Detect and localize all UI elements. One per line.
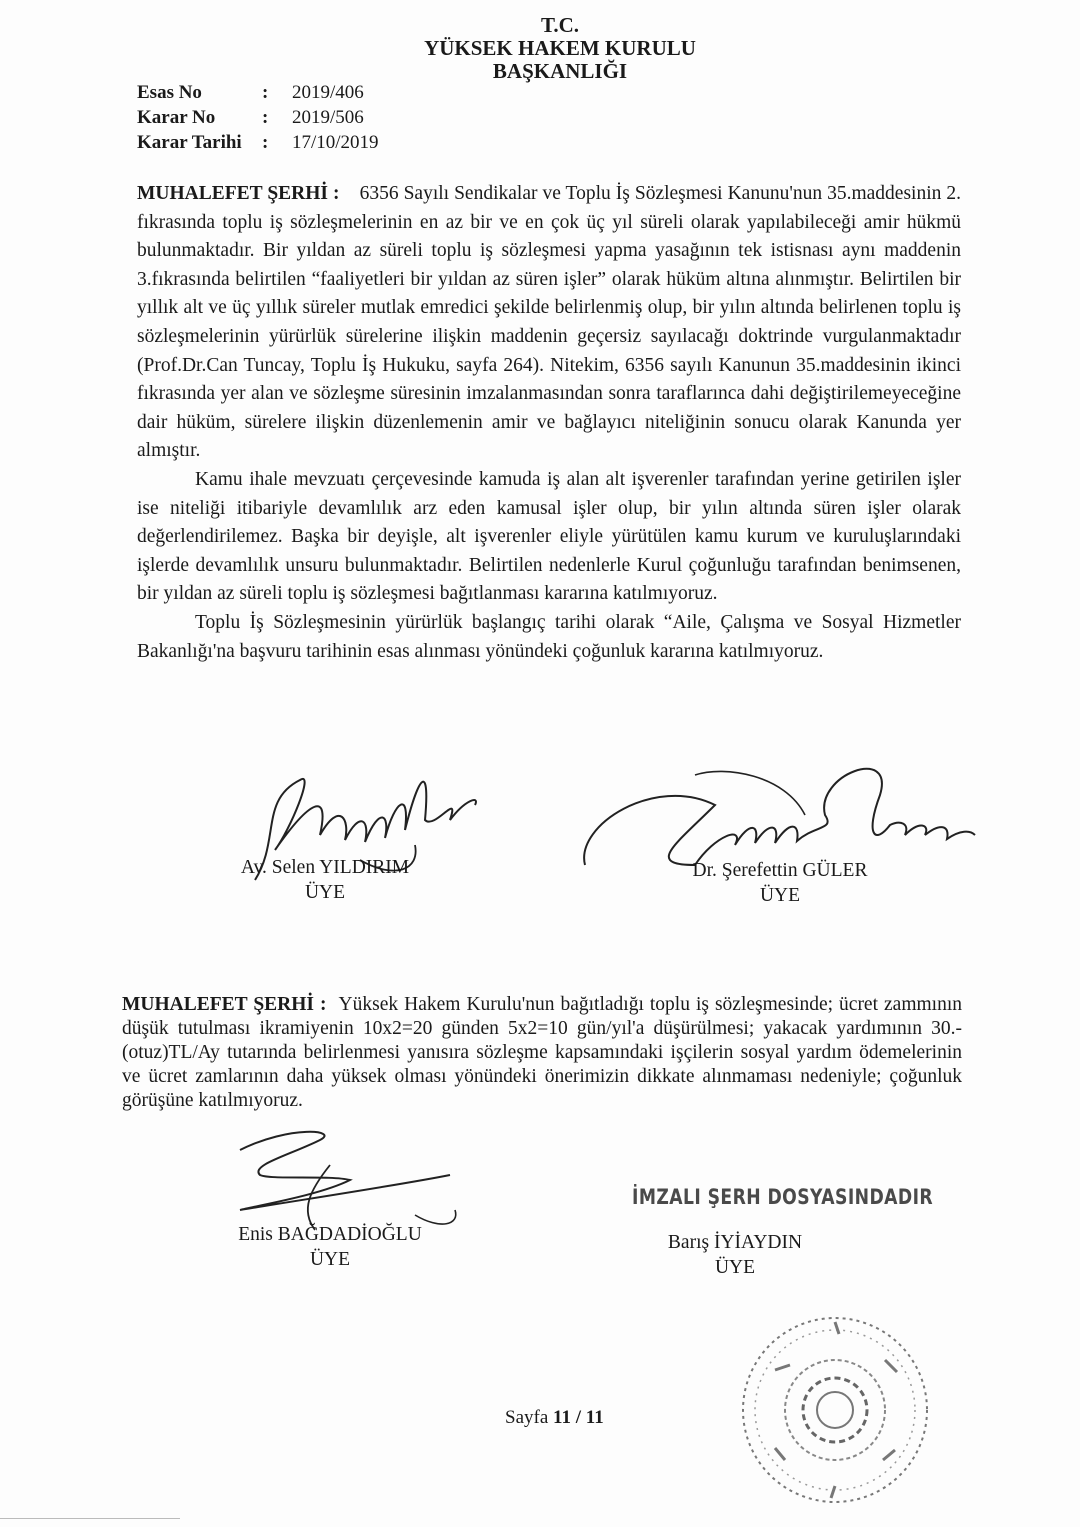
meta-row-esas: [137, 80, 379, 105]
scan-edge-line: [0, 1518, 180, 1519]
dissent-2-text: Yüksek Hakem Kurulu'nun bağıtladığı toplu iş sözleşmesinde; ücret zammının düşük tutulması ikramiyenin 10x2=20 günden 5x2=10 gün/yıl'a düşürülmesi; yakacak yardımının 30.-(otuz)TL/Ay tutarında belirlenmesi yanısıra sözleşme kapsamındaki işçilerin sosyal yardım ödemelerinin ve ücret zamlarının daha yüksek olması yönündeki önerimizin dikkate alınmaması nedeniyle; çoğunluk görüşüne katılmıyoruz.: [122, 994, 962, 1111]
meta-value: 2019/506: [292, 107, 364, 128]
meta-value: 2019/406: [292, 82, 364, 103]
meta-label: Karar No: [137, 107, 216, 128]
dissent-1-paragraph-3: Toplu İş Sözleşmesinin yürürlük başlangıç tarihi olarak “Aile, Çalışma ve Sosyal Hizmetler Bakanlığı'na başvuru tarihinin esas alınması yönündeki çoğunluk kararına katılmıyoruz.: [137, 611, 961, 662]
meta-label: Esas No: [137, 82, 202, 103]
signer-bagdadioglu: [220, 1222, 440, 1272]
signer-guler: [680, 858, 880, 908]
signer-yildirim: [225, 855, 425, 905]
header-institution: YÜKSEK HAKEM KURULU: [424, 36, 696, 60]
signer-role: ÜYE: [304, 882, 346, 903]
signer-name: Dr. Şerefettin GÜLER: [692, 860, 868, 881]
meta-label: Karar Tarihi: [137, 132, 242, 153]
header-tc: T.C.: [540, 13, 580, 37]
signer-role: ÜYE: [714, 1257, 756, 1278]
dissent-1-text-1: 6356 Sayılı Sendikalar ve Toplu İş Sözleşmesi Kanunu'nun 35.maddesinin 2. fıkrasında toplu iş sözleşmelerinin en az bir ve en çok üç yıl süreli olarak yapılabileceği amir hükmü bulunmaktadır. Bir yıldan az süreli toplu iş sözleşmesi yapma yasağının tek istisnası aynı maddenin 3.fıkrasında belirtilen “faaliyetleri bir yıldan az süren işler” olarak hüküm altına alınmıştır. Belirtilen bir yıllık alt ve üç yıllık süreler mutlak emredici şekilde belirlenmiş olup, bir yılın altında belirlenen toplu iş sözleşmelerinin yürürlük sürelerine ilişkin maddenin geçersiz sayılacağı doktrinde vurgulanmaktadır (Prof.Dr.Can Tuncay, Toplu İş Hukuku, sayfa 264). Nitekim, 6356 sayılı Kanunun 35.maddesinin ikinci fıkrasında yer alan ve sözleşme süresinin imzalanmasından sonra taraflarınca dahi değiştirilemeyeceğine dair hüküm, sürelere ilişkin düzenlemenin amir ve bağlayıcı niteliğinin sonucu olarak Kanunda yer almıştır.: [137, 183, 962, 462]
meta-value: 17/10/2019: [292, 132, 379, 153]
dissent-2-paragraph: [122, 993, 962, 1113]
signer-iyiaydin: [635, 1230, 835, 1280]
dissent-2: [122, 993, 962, 1113]
signer-role: ÜYE: [759, 885, 801, 906]
signer-name: Av. Selen YILDIRIM: [240, 857, 410, 878]
dissent-1: [137, 180, 961, 666]
header-presidency: BAŞKANLIĞI: [492, 59, 628, 83]
dissent-1-paragraph-2: Kamu ihale mevzuatı çerçevesinde kamuda iş alan alt işverenler tarafından yerine getirilen işler ise niteliği itibariyle devamlılık arz eden kamusal işler olup, bir yılın altında süren işler olarak değerlendirilemez. Başka bir deyişle, alt işverenler eliyle yürütülen kamu kurum ve kuruluşlarındaki işlerde devamlılık unsuru bulunmaktadır. Belirtilen nedenlerle Kurul çoğunluğu tarafından benimsenen, bir yıldan az süreli toplu iş sözleşmesi bağıtlanması kararına katılmıyoruz.: [137, 468, 961, 605]
case-meta: [137, 80, 379, 155]
dissent-1-paragraph-1: [137, 180, 961, 466]
page-value: 11 / 11: [553, 1407, 604, 1428]
dissent-1-label: MUHALEFET ŞERHİ :: [137, 183, 340, 204]
signer-role: ÜYE: [309, 1249, 351, 1270]
meta-colon: :: [262, 82, 269, 103]
signer-name: Barış İYİAYDIN: [667, 1232, 803, 1253]
meta-colon: :: [262, 107, 269, 128]
meta-row-karar: [137, 105, 379, 130]
signed-dissent-on-file-stamp: İMZALI ŞERH DOSYASINDADIR: [632, 1185, 934, 1209]
page-prefix: Sayfa: [505, 1407, 554, 1428]
document-header: [360, 14, 760, 83]
signer-name: Enis BAĞDADİOĞLU: [238, 1224, 422, 1245]
meta-row-date: [137, 130, 379, 155]
dissent-2-label: MUHALEFET ŞERHİ :: [122, 994, 327, 1015]
official-seal-icon: [735, 1310, 935, 1510]
page-number: [505, 1407, 604, 1429]
meta-colon: :: [262, 132, 269, 153]
